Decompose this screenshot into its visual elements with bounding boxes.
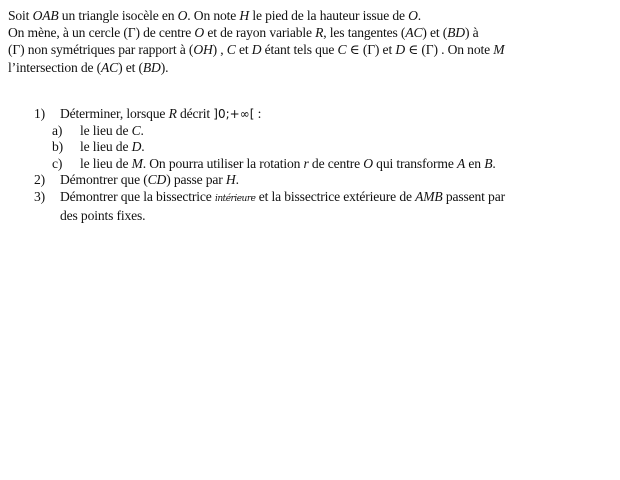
- text-run: ) à: [464, 25, 479, 41]
- text-run: Démontrer que (: [60, 172, 148, 188]
- sub-question: [34, 139, 604, 156]
- text-run: un triangle isocèle en: [58, 8, 178, 23]
- intro-line: [8, 7, 608, 24]
- text-run: ) et (: [118, 59, 143, 75]
- math-symbol: C: [226, 42, 236, 58]
- text-run: .: [140, 122, 144, 138]
- text-run: des points fixes.: [60, 207, 146, 223]
- math-symbol: O: [177, 8, 188, 23]
- math-symbol: B: [484, 155, 493, 171]
- text-run: , les tangentes (: [323, 25, 406, 41]
- text-run: (Γ) non symétriques par rapport à (: [8, 42, 194, 58]
- math-symbol: OAB: [32, 8, 59, 23]
- text-run: le lieu de: [80, 122, 132, 138]
- math-symbol: D: [251, 42, 262, 58]
- math-interval: ]0;+∞[: [213, 107, 255, 121]
- question-number: c): [52, 155, 63, 171]
- math-symbol: BD: [447, 25, 465, 41]
- math-symbol: O: [363, 155, 373, 171]
- text-run: . On note: [187, 8, 240, 23]
- text-run: :: [254, 106, 262, 121]
- text-run: Démontrer que la bissectrice: [60, 188, 215, 204]
- math-symbol: O: [194, 25, 205, 41]
- text-run: ∈ (Γ) . On note: [405, 42, 494, 58]
- text-run: étant tels que: [261, 42, 338, 58]
- intro-paragraph: [8, 7, 608, 76]
- question-number: b): [52, 139, 64, 155]
- text-run: l’intersection de (: [8, 59, 102, 75]
- text-run: .: [235, 172, 239, 188]
- question-continuation: [34, 208, 604, 225]
- sub-question: [34, 123, 604, 140]
- intro-line: [8, 41, 608, 58]
- question: [34, 189, 604, 208]
- math-symbol: R: [315, 25, 324, 41]
- math-symbol: CD: [147, 172, 167, 188]
- question-number: 2): [34, 172, 46, 188]
- text-run: qui transforme: [372, 155, 457, 171]
- text-run: ∈ (Γ) et: [346, 42, 396, 58]
- text-run: .: [141, 139, 145, 155]
- math-symbol: R: [168, 106, 177, 121]
- question-number: a): [52, 122, 63, 138]
- text-run: .: [492, 155, 496, 171]
- math-symbol: BD: [142, 59, 161, 75]
- intro-line: [8, 24, 608, 41]
- text-run: en: [465, 155, 485, 171]
- math-symbol: D: [131, 139, 142, 155]
- math-symbol: r: [303, 155, 309, 171]
- math-symbol: C: [337, 42, 347, 58]
- text-run: ).: [160, 59, 169, 75]
- question: [34, 172, 604, 189]
- math-symbol: OH: [193, 42, 213, 58]
- math-symbol: AC: [101, 59, 119, 75]
- text-run: On mène, à un cercle (Γ) de centre: [8, 25, 195, 41]
- question-number: 3): [34, 188, 46, 204]
- intro-line: [8, 59, 608, 76]
- math-symbol: H: [225, 172, 236, 188]
- math-symbol: M: [493, 42, 505, 58]
- math-symbol: D: [395, 42, 405, 58]
- text-run: .: [417, 8, 422, 23]
- text-run: ) passe par: [166, 172, 226, 188]
- text-run: . On pourra utiliser la rotation: [142, 155, 304, 171]
- math-symbol: M: [131, 155, 143, 171]
- text-run: ) et (: [422, 25, 448, 41]
- sub-question: [34, 156, 604, 173]
- text-run: Déterminer, lorsque: [60, 106, 169, 121]
- math-symbol: AMB: [415, 188, 443, 204]
- text-run: passent par: [442, 188, 505, 204]
- text-run: décrit: [176, 106, 214, 121]
- math-symbol: A: [457, 155, 466, 171]
- text-run: Soit: [8, 8, 33, 23]
- text-run: et de rayon variable: [204, 25, 316, 41]
- text-run: ) ,: [212, 42, 227, 58]
- text-run: le lieu de: [80, 139, 132, 155]
- math-symbol: AC: [405, 25, 423, 41]
- text-run: le lieu de: [80, 155, 132, 171]
- math-symbol: H: [239, 8, 250, 23]
- question-number: 1): [34, 106, 46, 121]
- math-symbol: C: [131, 122, 141, 138]
- handwritten-word: intérieure: [214, 193, 256, 204]
- question-list: [34, 106, 604, 224]
- text-run: de centre: [308, 155, 364, 171]
- question: [34, 106, 604, 123]
- math-symbol: O: [408, 8, 418, 23]
- text-run: et la bissectrice extérieure de: [255, 188, 416, 204]
- text-run: le pied de la hauteur issue de: [249, 8, 409, 23]
- text-run: et: [235, 42, 252, 58]
